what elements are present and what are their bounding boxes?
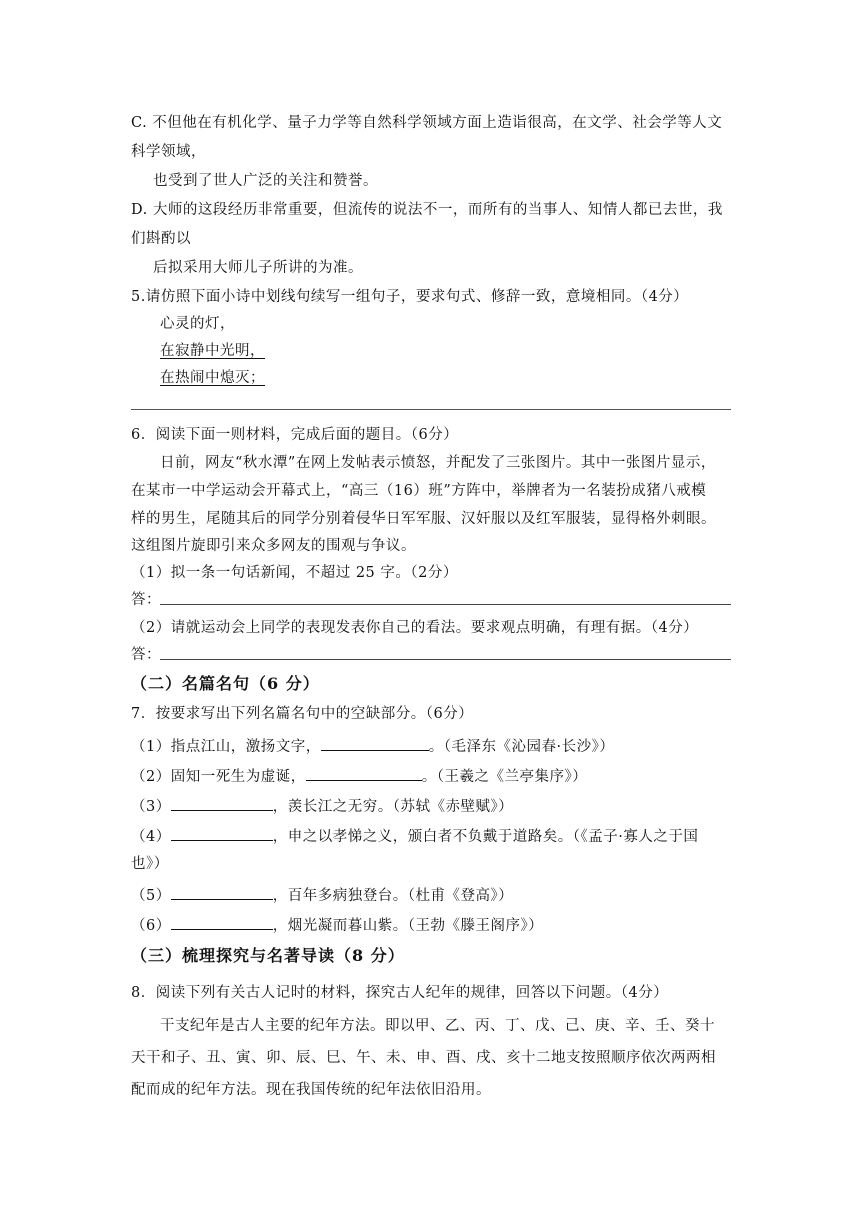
- item-5-label: （5）: [131, 888, 171, 904]
- item-4-label: （4）: [131, 829, 171, 845]
- option-d-line-3: 后拟采用大师儿子所讲的为准。: [153, 260, 363, 276]
- poem-line-3: 在热闹中熄灭；: [160, 370, 265, 386]
- section-3-heading: （三）梳理探究与名著导读（8 分）: [131, 946, 405, 965]
- item-4: [131, 825, 698, 847]
- material-line-3: 样的男生，尾随其后的同学分别着侵华日军军服、汉奸服以及红军服装，显得格外刺眼。: [131, 511, 716, 527]
- answer-label-2: 答：: [131, 647, 161, 663]
- item-4-blank[interactable]: [171, 825, 273, 841]
- item-1: [131, 735, 614, 757]
- item-5: [131, 884, 513, 906]
- question-6: 6．阅读下面一则材料，完成后面的题目。（6分）: [131, 427, 459, 443]
- question-5: 5.请仿照下面小诗中划线句续写一组句子，要求句式、修辞一致，意境相同。（4分）: [131, 289, 689, 305]
- poem-line-1: 心灵的灯，: [160, 316, 235, 332]
- item-2: [131, 765, 587, 787]
- question-8: 8．阅读下列有关古人记时的材料，探究古人纪年的规律，回答以下问题。（4分）: [131, 985, 669, 1001]
- material-line-2: 在某市一中学运动会开幕式上，“高三（16）班”方阵中，举牌者为一名装扮成猪八戒模: [131, 483, 707, 499]
- item-6-source: ，烟光凝而暮山紫。（王勃《滕王阁序》）: [272, 918, 544, 934]
- item-5-source: ，百年多病独登台。（杜甫《登高》）: [272, 888, 514, 904]
- option-c-line-3: 也受到了世人广泛的关注和赞誉。: [153, 173, 378, 189]
- option-c-line-2: 科学领域，: [131, 144, 206, 160]
- material-line-4: 这组图片旋即引来众多网友的围观与争议。: [131, 538, 416, 554]
- answer-rule: [131, 409, 731, 410]
- poem-line-2: 在寂静中光明，: [160, 343, 265, 359]
- item-4-continued: 也》）: [131, 856, 169, 872]
- ganzhi-line-3: 配而成的纪年方法。现在我国传统的纪年法依旧沿用。: [131, 1082, 491, 1098]
- item-3: [131, 795, 513, 817]
- item-3-label: （3）: [131, 799, 171, 815]
- item-2-source: 。（王羲之《兰亭集序》）: [421, 769, 588, 785]
- option-d-line-2: 们斟酌以: [131, 231, 191, 247]
- item-5-blank[interactable]: [171, 884, 273, 900]
- answer-line-2[interactable]: [160, 659, 731, 660]
- option-d-line-1: D. 大师的这段经历非常重要，但流传的说法不一，而所有的当事人、知情人都已去世，我: [131, 202, 723, 218]
- option-c-line-1: C. 不但他在有机化学、量子力学等自然科学领域方面上造诣很高，在文学、社会学等人文: [131, 115, 723, 131]
- item-2-blank[interactable]: [306, 765, 422, 781]
- item-1-source: 。（毛泽东《沁园春·长沙》）: [428, 739, 615, 755]
- item-1-blank[interactable]: [321, 735, 429, 751]
- answer-line-1[interactable]: [160, 604, 731, 605]
- item-6-label: （6）: [131, 918, 171, 934]
- question-6-1: （1）拟一条一句话新闻，不超过 25 字。（2分）: [131, 565, 458, 581]
- ganzhi-line-2: 天干和子、丑、寅、卯、辰、巳、午、未、申、酉、戌、亥十二地支按照顺序依次两两相: [131, 1050, 716, 1066]
- question-7: 7．按要求写出下列名篇名句中的空缺部分。（6分）: [131, 706, 474, 722]
- material-line-1: 日前，网友“秋水潭”在网上发帖表示愤怒，并配发了三张图片。其中一张图片显示，: [160, 455, 716, 471]
- question-6-2: （2）请就运动会上同学的表现发表你自己的看法。要求观点明确，有理有据。（4分）: [131, 620, 699, 636]
- item-4-source: ，申之以孝悌之义，颁白者不负戴于道路矣。（《孟子·寡人之于国: [272, 829, 699, 845]
- item-3-blank[interactable]: [171, 795, 273, 811]
- item-6-blank[interactable]: [171, 914, 273, 930]
- item-6: [131, 914, 543, 936]
- item-3-source: ，羡长江之无穷。（苏轼《赤壁赋》）: [272, 799, 514, 815]
- answer-label-1: 答：: [131, 592, 161, 608]
- section-2-heading: （二）名篇名句（6 分）: [131, 674, 320, 693]
- ganzhi-line-1: 干支纪年是古人主要的纪年方法。即以甲、乙、丙、丁、戊、己、庚、辛、壬、癸十: [160, 1018, 715, 1034]
- item-1-prompt: （1）指点江山，激扬文字，: [131, 739, 321, 755]
- item-2-prompt: （2）固知一死生为虚诞，: [131, 769, 306, 785]
